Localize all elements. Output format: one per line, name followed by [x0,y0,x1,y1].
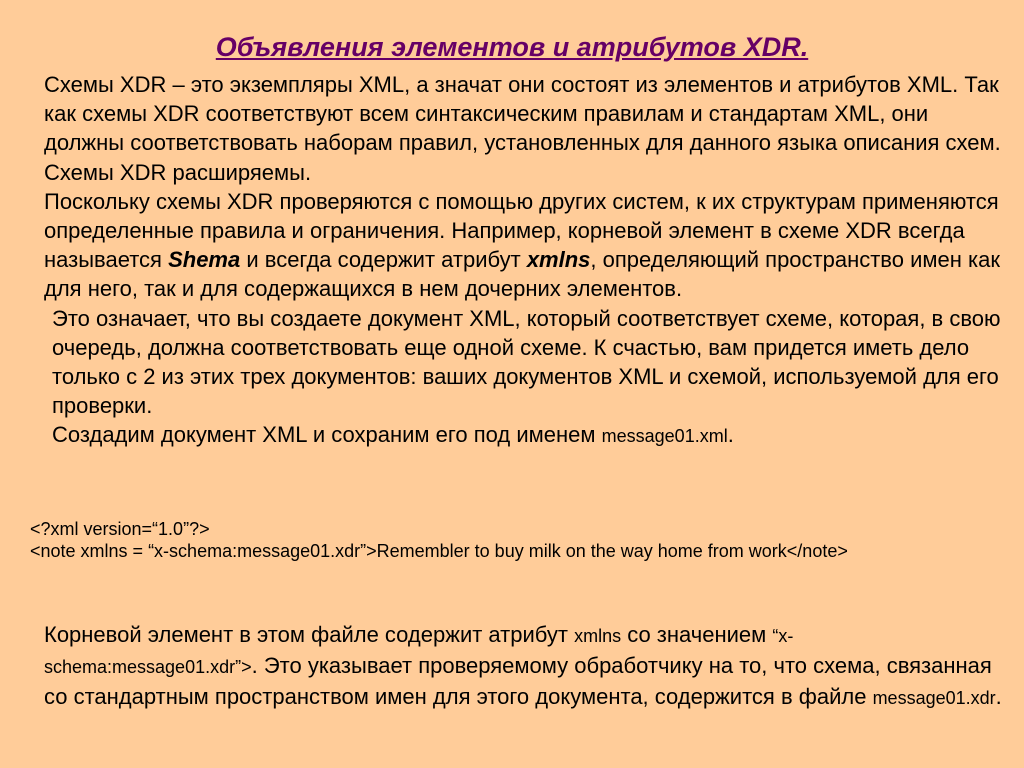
code-line-1: <?xml version=“1.0”?> [30,519,210,539]
paragraph-4-text: Создадим документ XML и сохраним его под именем [52,422,602,448]
paragraph-5-text-a: Корневой элемент в этом файле содержит атрибут [44,622,575,647]
xmlns-term: xmlns [526,247,591,273]
paragraph-create-document [30,420,1002,451]
xmlns-attribute: xmlns [574,626,622,646]
paragraph-3-text: Это означает, что вы создаете документ XML, который соответствует схеме, которая, в свою очередь, должна соответствовать еще одной схеме. К счастью, вам придется иметь дело только с 2 из этих трех документов: ваших документов XML и схемой, используемой для его проверки. [52,305,1001,419]
slide-title: Объявления элементов и атрибутов XDR. [215,32,809,62]
paragraph-xdr-rules [30,187,1002,304]
paragraph-2-text-c: , определяющий пространство имен как для него, так и для содержащихся в нем дочерних элементов. [44,247,1000,302]
paragraph-4-end: . [727,422,734,448]
filename-xdr: message01.xdr [872,688,996,709]
paragraph-5-text-b: со значением [621,622,773,647]
paragraph-xdr-schemas [30,70,1002,187]
paragraph-2-text-a: Поскольку схемы XDR проверяются с помощью других систем, к их структурам применяются определенные правила и ограничения. Например, корневой элемент в схеме XDR всегда называется [44,188,999,273]
filename-xml: message01.xml [601,426,728,447]
slide-body-bottom [30,620,1002,714]
code-example [30,518,1002,562]
code-line-2: <note xmlns = “x-schema:message01.xdr”>Remembler to buy milk on the way home from work</note> [30,541,848,561]
slide-body [30,70,1002,452]
shema-term: Shema [168,247,241,273]
paragraph-1-text: Схемы XDR – это экземпляры XML, а значат они состоят из элементов и атрибутов XML. Так как схемы XDR соответствуют всем синтаксическим правилам и стандартам XML, они должны соответствовать наборам правил, установленных для данного языка описания схем. Схемы XDR расширяемы. [44,72,1001,185]
xmlns-value: “x-schema:message01.xdr”> [44,626,794,678]
paragraph-root-element [30,620,1002,714]
paragraph-2-text-b: и всегда содержит атрибут [240,247,527,273]
paragraph-document-explanation [30,304,1002,421]
paragraph-5-text-c: . Это указывает проверяемому обработчику на то, что схема, связанная со стандартным пространством имен для этого документа, содержится в файле [44,653,992,710]
paragraph-5-end: . [995,684,1002,710]
